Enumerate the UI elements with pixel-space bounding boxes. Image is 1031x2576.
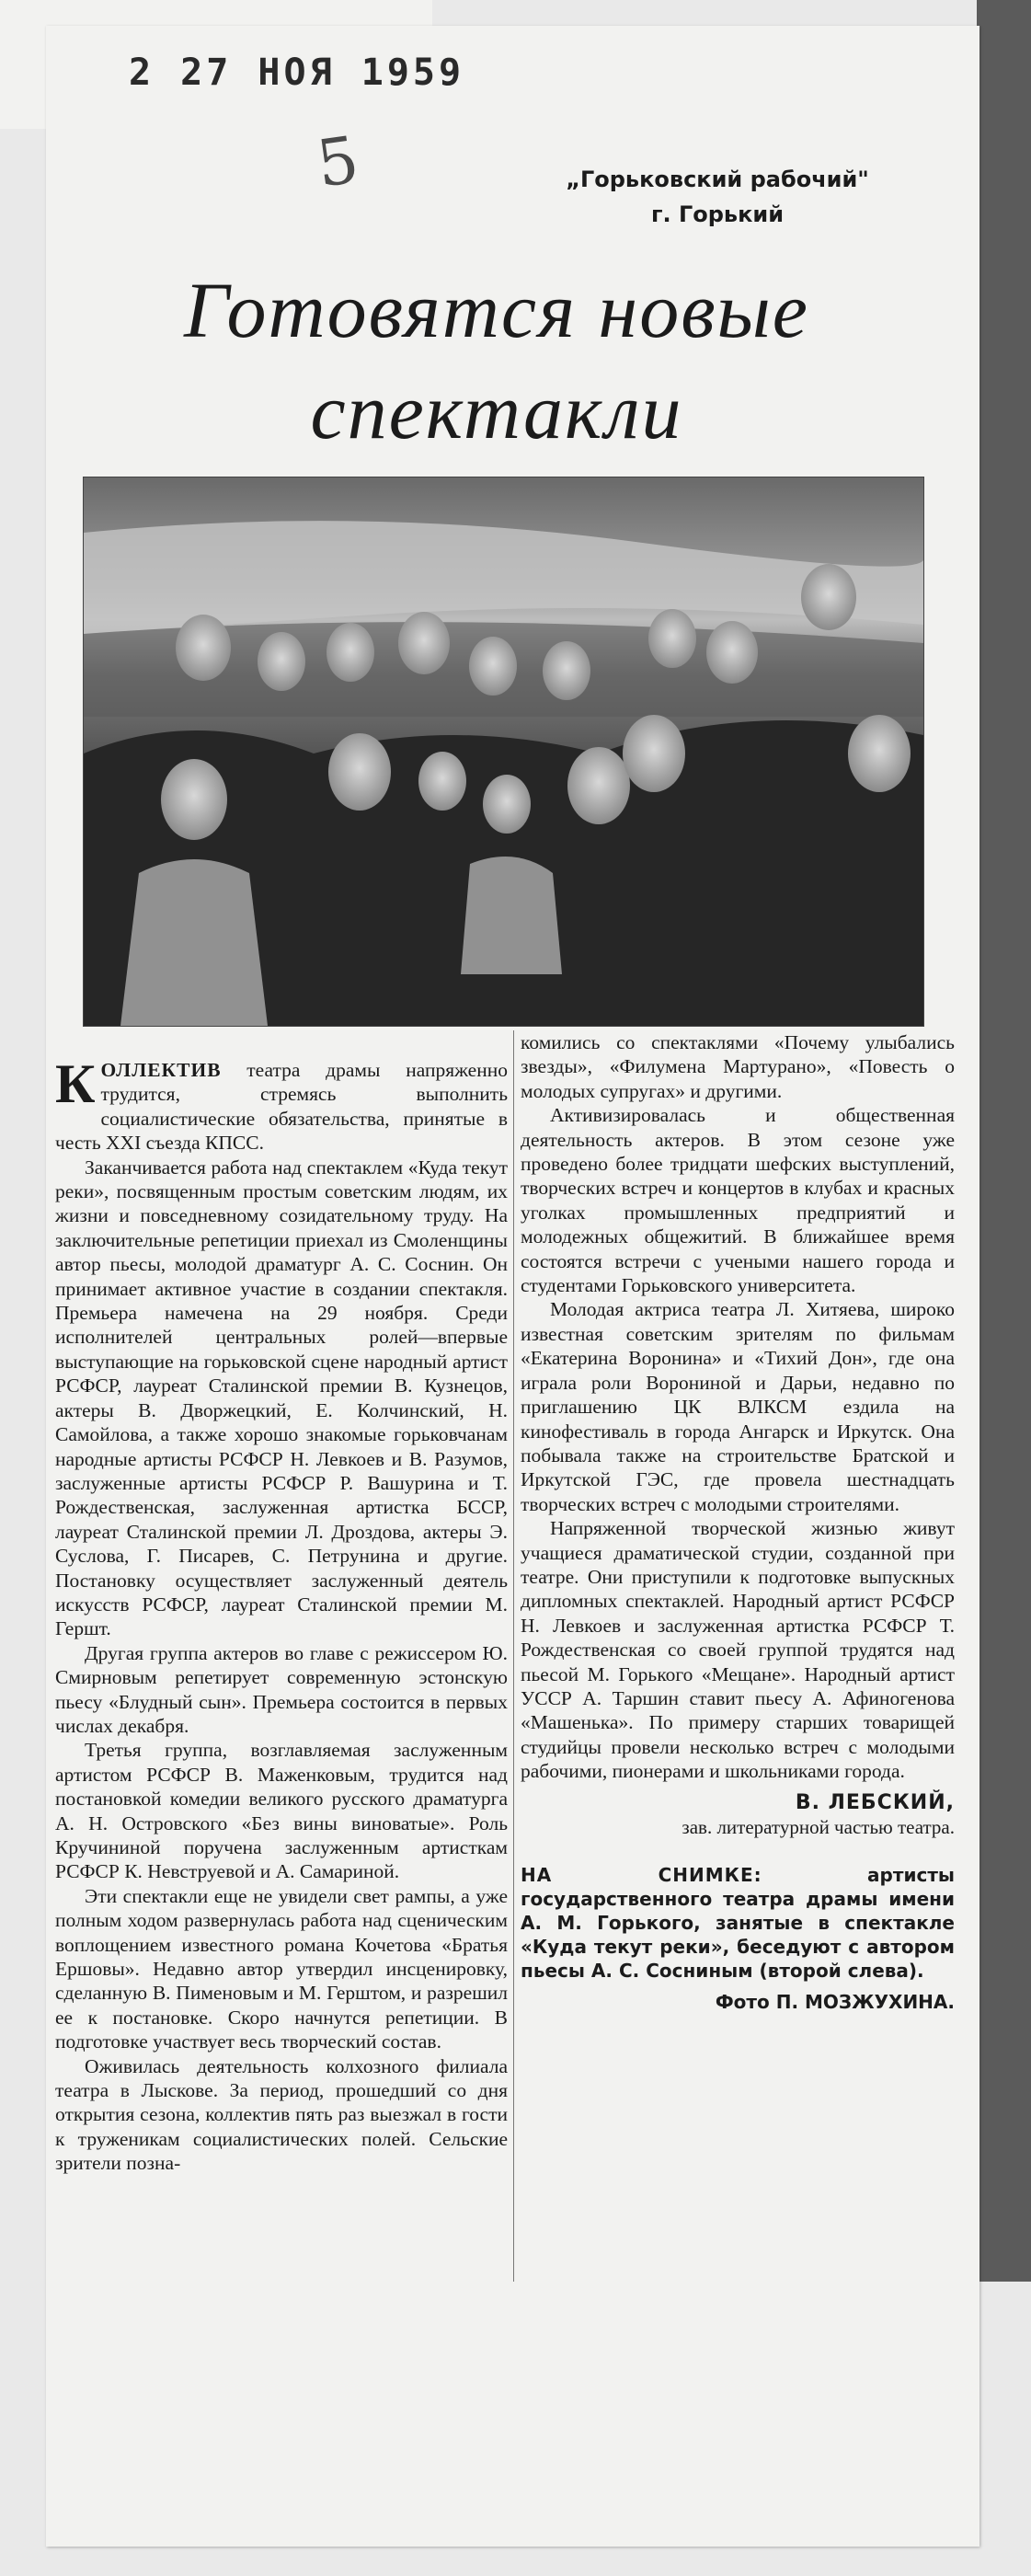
- article-column-right: [521, 1030, 955, 2014]
- article-column-left: [55, 1053, 508, 2176]
- paragraph-9: Молодая актриса театра Л. Хитяева, широко известная советским зрителям по фильмам «Екатерина Воронина» и «Тихий Дон», где она играла роли Ворониной и Дарьи, недавно по приглашению ЦК ВЛКСМ ездила на кинофестиваль в города Ангарск и Иркутск. Она побывала также на строительстве Братской и Иркутской ГЭС, где провела шестнадцать творческих встреч с молодыми строителями.: [521, 1298, 955, 1515]
- source-city: г. Горький: [650, 201, 785, 227]
- dropcap: К: [55, 1053, 96, 1114]
- paragraph-1-text: театра драмы напряженно трудится, стремясь выполнить социалистические обязательства, принятые в честь XXI съезда КПСС.: [55, 1059, 508, 1155]
- paragraph-6: Оживилась деятельность колхозного филиала театра в Лыскове. За период, прошедший со дня открытия сезона, коллектив пять раз выезжал в гости к труженикам социалистических полей. Сельские зрители позна-: [55, 2054, 508, 2175]
- caption-label: НА СНИМКЕ:: [521, 1864, 762, 1886]
- column-divider: [513, 1030, 514, 2282]
- photo-illustration: [84, 477, 923, 1026]
- author-signature: В. ЛЕБСКИЙ,: [795, 1790, 955, 1814]
- paragraph-4: Третья группа, возглавляемая заслуженным артистом РСФСР В. Маженковым, трудится над постановкой комедии великого русского драматурга А. Н. Островского «Без вины виноватые». Роль Кручининой поручена заслуженным артисткам РСФСР К. Невструевой и А. Самариной.: [55, 1739, 508, 1883]
- headline-line-1: Готовятся новые: [184, 266, 809, 354]
- source-newspaper: „Горьковский рабочий": [566, 167, 869, 192]
- paragraph-7: комились со спектаклями «Почему улыбались звезды», «Филумена Мартурано», «Повесть о молодых супругах» и другими.: [521, 1031, 955, 1102]
- date-stamp: 2 27 НОЯ 1959: [129, 52, 465, 94]
- caption-text: артисты государственного театра драмы имени А. М. Горького, занятые в спектакле «Куда текут реки», беседуют с автором пьесы А. С. Сосниным (второй слева).: [521, 1864, 955, 1982]
- author-position: зав. литературной частью театра.: [682, 1816, 955, 1838]
- photo-caption: [521, 1863, 955, 1983]
- headline-line-2: спектакли: [310, 367, 683, 455]
- lead-word: ОЛЛЕКТИВ: [100, 1059, 222, 1081]
- source-label: [543, 162, 892, 232]
- photo-credit: Фото П. МОЗЖУХИНА.: [715, 1991, 955, 2013]
- paragraph-3: Другая группа актеров во главе с режиссером Ю. Смирновым репетирует современную эстонскую пьесу «Блудный сын». Премьера состоится в первых числах декабря.: [55, 1641, 508, 1737]
- pencil-mark: 5: [312, 121, 364, 202]
- scan-backdrop: [977, 0, 1031, 2282]
- paragraph-8: Активизировалась и общественная деятельность актеров. В этом сезоне уже проведено более тридцати шефских выступлений, творческих встреч и концертов в клубах и красных уголках промышленных предприятий и молодежных общежитий. В ближайшее время состоятся встречи с учеными нашего города и студентами Горьковского университета.: [521, 1104, 955, 1297]
- headline: [129, 259, 865, 462]
- article-photo: [83, 477, 924, 1027]
- paragraph-2: Заканчивается работа над спектаклем «Куда текут реки», посвященным простым советским людям, их жизни и повседневному созидательному труду. На заключительные репетиции приехал из Смоленщины автор пьесы, молодой драматург А. С. Соснин. Он принимает активное участие в создании спектакля. Премьера намечена на 29 ноября. Среди исполнителей центральных ролей—впервые выступающие на горьковской сцене народный артист РСФСР, лауреат Сталинской премии В. Кузнецов, актеры В. Дворжецкий, Е. Колчинский, Н. Самойлова, а также хорошо знакомые горьковчанам народные артисты РСФСР Н. Левкоев и В. Разумов, заслуженные артисты РСФСР Р. Вашурина и Т. Рождественская, заслуженная артистка БССР, лауреат Сталинской премии Л. Дроздова, актеры Э. Суслова, Г. Писарев, С. Петрунина и другие. Постановку осуществляет заслуженный деятель искусств РСФСР, лауреат Сталинской премии М. Гершт.: [55, 1156, 508, 1640]
- paragraph-5: Эти спектакли еще не увидели свет рампы, а уже полным ходом развернулась работа над сценическим воплощением известного романа Кочетова «Братья Ершовы». Недавно автор утвердил инсценировку, сделанную В. Пименовым и М. Герштом, и разрешил ее к постановке. Скоро начнутся репетиции. В подготовке участвует весь творческий состав.: [55, 1884, 508, 2053]
- paragraph-10: Напряженной творческой жизнью живут учащиеся драматической студии, созданной при театре. Они приступили к подготовке выпускных дипломных спектаклей. Народный артист РСФСР Н. Левкоев и заслуженная артистка РСФСР Т. Рождественская со своей группой трудятся над пьесой М. Горького «Мещане». Народный артист УССР А. Таршин ставит пьесу А. Афиногенова «Машенька». По примеру старших товарищей студийцы провели несколько встреч с молодыми рабочими, пионерами и школьниками города.: [521, 1517, 955, 1783]
- paragraph-1: [55, 1053, 508, 1156]
